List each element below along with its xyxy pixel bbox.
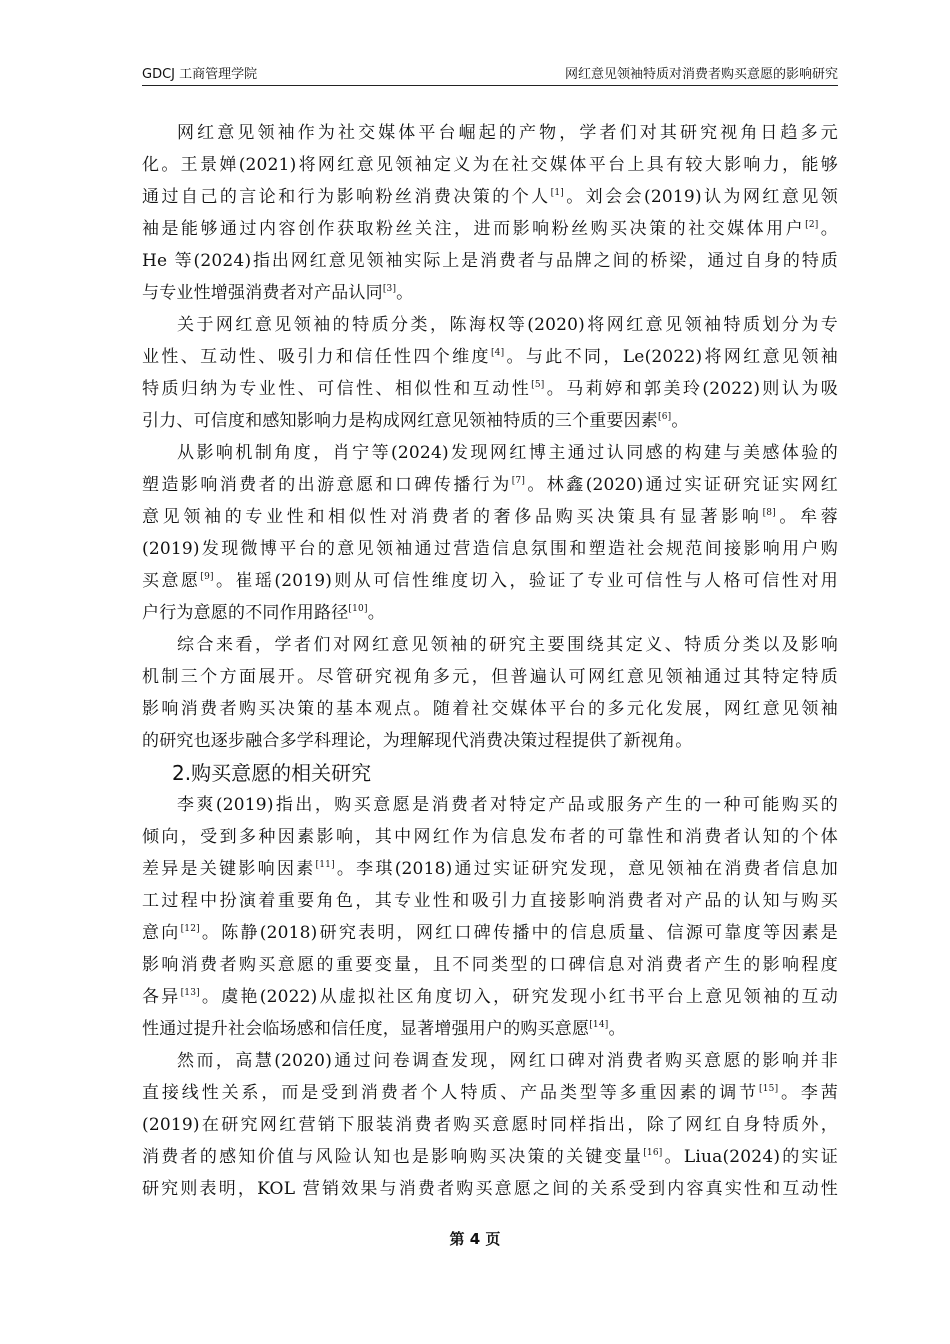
- text-run: 倾向，受到多种因素影响，其中网红作为信息发布者的可靠性和消费者认知的个体: [142, 827, 838, 847]
- text-run: 工过程中扮演着重要角色，其专业性和吸引力直接影响消费者对产品的认知与购买: [142, 891, 838, 911]
- text-run: 研究则表明，KOL 营销效果与消费者购买意愿之间的关系受到内容真实性和互动性: [142, 1179, 838, 1199]
- text-line: [142, 949, 838, 981]
- text-run: 的研究也逐步融合多学科理论，为理解现代消费决策过程提供了新视角。: [142, 731, 693, 751]
- text-run: 通过自己的言论和行为影响粉丝消费决策的个人: [142, 187, 551, 207]
- citation-ref[interactable]: [16]: [643, 1148, 663, 1158]
- text-run: 。李茜: [778, 1083, 838, 1103]
- text-run: 特质归纳为专业性、可信性、相似性和互动性: [142, 379, 532, 399]
- citation-ref[interactable]: [10]: [348, 604, 368, 614]
- text-line: [142, 1013, 838, 1045]
- text-run: 机制三个方面展开。尽管研究视角多元，但普遍认可网红意见领袖通过其特定特质: [142, 667, 838, 687]
- text-run: (2019)在研究网红营销下服装消费者购买意愿时同样指出，除了网红自身特质外，: [142, 1115, 838, 1135]
- text-line: [142, 213, 838, 245]
- paragraph: [142, 309, 838, 437]
- text-line: [142, 309, 838, 341]
- text-line: [142, 149, 838, 181]
- text-run: 。与此不同，Le(2022)将网红意见领袖: [504, 347, 838, 367]
- text-line: [142, 405, 838, 437]
- text-line: [142, 917, 838, 949]
- text-run: 网红意见领袖作为社交媒体平台崛起的产物，学者们对其研究视角日趋多元: [177, 123, 838, 143]
- text-line: [142, 437, 838, 469]
- text-run: 。马莉婷和郭美玲(2022)则认为吸: [544, 379, 838, 399]
- text-run: 。: [608, 1019, 626, 1039]
- text-run: (2019)发现微博平台的意见领袖通过营造信息氛围和塑造社会规范间接影响用户购: [142, 539, 838, 559]
- citation-ref[interactable]: [2]: [805, 220, 819, 230]
- citation-ref[interactable]: [14]: [589, 1020, 609, 1030]
- text-line: [142, 1077, 838, 1109]
- citation-ref[interactable]: [5]: [531, 380, 545, 390]
- text-line: [142, 277, 838, 309]
- citation-ref[interactable]: [3]: [382, 284, 397, 294]
- text-run: 然而，高慧(2020)通过问卷调查发现，网红口碑对消费者购买意愿的影响并非: [177, 1051, 838, 1071]
- header-thesis-title: 网红意见领袖特质对消费者购买意愿的影响研究: [564, 67, 838, 82]
- text-run: 。李琪(2018)通过实证研究发现，意见领袖在消费者信息加: [334, 859, 838, 879]
- text-line: [142, 693, 838, 725]
- text-run: 。: [671, 411, 689, 431]
- text-line: [142, 885, 838, 917]
- text-line: [142, 981, 838, 1013]
- text-run: 。: [818, 219, 838, 239]
- text-line: [142, 1109, 838, 1141]
- text-run: 。虞艳(2022)从虚拟社区角度切入，研究发现小红书平台上意见领袖的互动: [199, 987, 838, 1007]
- text-run: 从影响机制角度，肖宁等(2024)发现网红博主通过认同感的构建与美感体验的: [177, 443, 838, 463]
- citation-ref[interactable]: [11]: [315, 860, 335, 870]
- text-run: 综合来看，学者们对网红意见领袖的研究主要围绕其定义、特质分类以及影响: [177, 635, 838, 655]
- text-line: [142, 533, 838, 565]
- body-text: [142, 117, 838, 1205]
- text-line: [142, 1173, 838, 1205]
- citation-ref[interactable]: [15]: [759, 1084, 779, 1094]
- citation-ref[interactable]: [7]: [511, 476, 526, 486]
- text-line: [142, 341, 838, 373]
- text-run: 。陈静(2018)研究表明，网红口碑传播中的信息质量、信源可靠度等因素是: [199, 923, 838, 943]
- running-header: [142, 66, 838, 86]
- text-run: 。: [367, 603, 385, 623]
- text-line: [142, 565, 838, 597]
- text-run: 影响消费者购买决策的基本观点。随着社交媒体平台的多元化发展，网红意见领袖: [142, 699, 838, 719]
- citation-ref[interactable]: [4]: [490, 348, 505, 358]
- text-run: 消费者的感知价值与风险认知也是影响购买决策的关键变量: [142, 1147, 644, 1167]
- paragraph: [142, 1045, 838, 1205]
- text-line: [142, 1045, 838, 1077]
- text-line: [142, 469, 838, 501]
- text-run: 。Liua(2024)的实证: [662, 1147, 839, 1167]
- citation-ref[interactable]: [6]: [658, 412, 672, 422]
- text-run: 买意愿: [142, 571, 201, 591]
- citation-ref[interactable]: [12]: [180, 924, 200, 934]
- text-line: [142, 245, 838, 277]
- text-line: [142, 629, 838, 661]
- text-line: [142, 501, 838, 533]
- text-run: 直接线性关系，而是受到消费者个人特质、产品类型等多重因素的调节: [142, 1083, 759, 1103]
- text-line: [142, 1141, 838, 1173]
- text-line: [142, 853, 838, 885]
- citation-ref[interactable]: [9]: [200, 572, 214, 582]
- text-line: [142, 725, 838, 757]
- paragraph: [142, 437, 838, 629]
- text-run: 与专业性增强消费者对产品认同: [142, 283, 383, 303]
- text-run: 。牟蓉: [775, 507, 838, 527]
- text-run: 各异: [142, 987, 181, 1007]
- text-line: [142, 181, 838, 213]
- text-line: [142, 821, 838, 853]
- text-run: 业性、互动性、吸引力和信任性四个维度: [142, 347, 491, 367]
- text-line: [142, 117, 838, 149]
- text-run: 化。王景婵(2021)将网红意见领袖定义为在社交媒体平台上具有较大影响力，能够: [142, 155, 838, 175]
- text-run: 影响消费者购买意愿的重要变量，且不同类型的口碑信息对消费者产生的影响程度: [142, 955, 838, 975]
- text-line: [142, 597, 838, 629]
- page-number: 第 4 页: [449, 1230, 501, 1248]
- paragraph: [142, 629, 838, 757]
- text-run: 。林鑫(2020)通过实证研究证实网红: [525, 475, 838, 495]
- text-run: 塑造影响消费者的出游意愿和口碑传播行为: [142, 475, 512, 495]
- citation-ref[interactable]: [8]: [762, 508, 776, 518]
- text-run: 意见领袖的专业性和相似性对消费者的奢侈品购买决策具有显著影响: [142, 507, 763, 527]
- paragraph: [142, 117, 838, 309]
- text-run: 。: [396, 283, 414, 303]
- section-heading: 2.购买意愿的相关研究: [172, 761, 372, 785]
- text-line: [142, 661, 838, 693]
- text-run: 李爽(2019)指出，购买意愿是消费者对特定产品或服务产生的一种可能购买的: [177, 795, 838, 815]
- text-line: [142, 373, 838, 405]
- text-run: 户行为意愿的不同作用路径: [142, 603, 349, 623]
- text-run: 引力、可信度和感知影响力是构成网红意见领袖特质的三个重要因素: [142, 411, 658, 431]
- text-run: He 等(2024)指出网红意见领袖实际上是消费者与品牌之间的桥梁，通过自身的特质: [142, 251, 838, 271]
- text-run: 。崔瑶(2019)则从可信性维度切入，验证了专业可信性与人格可信性对用: [213, 571, 838, 591]
- text-run: 差异是关键影响因素: [142, 859, 316, 879]
- text-run: 。刘会会(2019)认为网红意见领: [563, 187, 838, 207]
- text-run: 关于网红意见领袖的特质分类，陈海权等(2020)将网红意见领袖特质划分为专: [177, 315, 838, 335]
- text-line: [142, 789, 838, 821]
- text-run: 袖是能够通过内容创作获取粉丝关注，进而影响粉丝购买决策的社交媒体用户: [142, 219, 806, 239]
- citation-ref[interactable]: [1]: [550, 188, 564, 198]
- citation-ref[interactable]: [13]: [180, 988, 200, 998]
- header-institution: GDCJ 工商管理学院: [142, 67, 258, 82]
- text-run: 意向: [142, 923, 181, 943]
- text-run: 性通过提升社会临场感和信任度，显著增强用户的购买意愿: [142, 1019, 590, 1039]
- paragraph: [142, 789, 838, 1045]
